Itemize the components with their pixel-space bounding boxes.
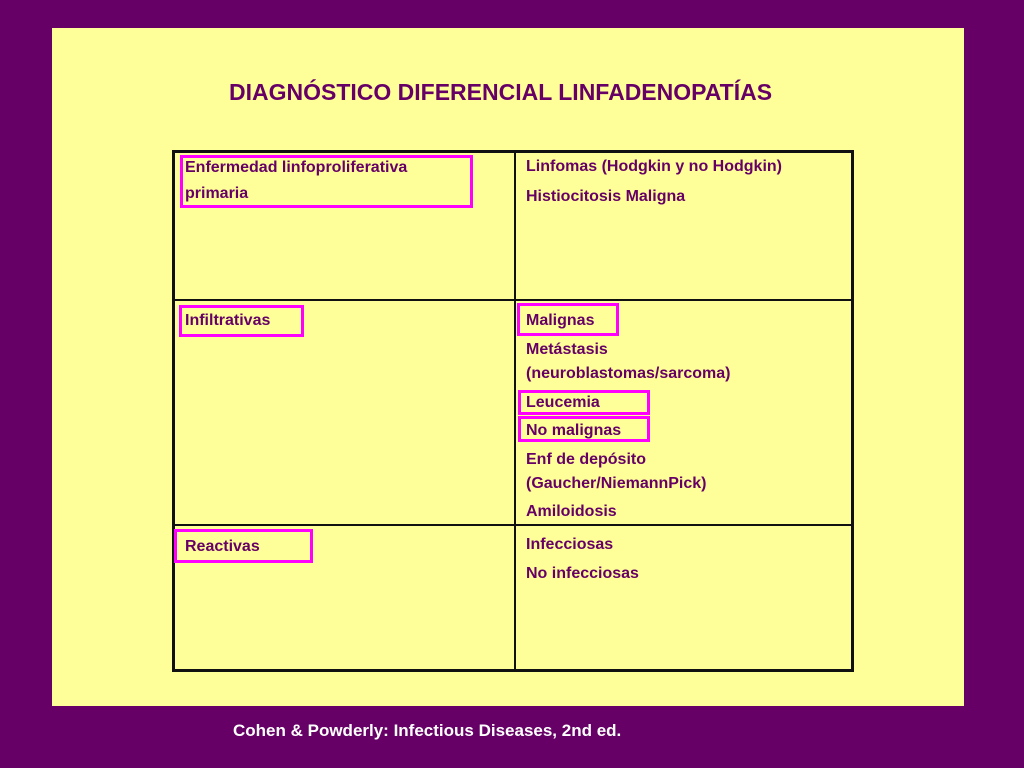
- detail-gaucher-niemann-pick: (Gaucher/NiemannPick): [526, 475, 707, 492]
- highlight-non-malignant: [518, 416, 650, 442]
- detail-lymphomas: Linfomas (Hodgkin y no Hodgkin): [526, 158, 782, 175]
- category-lymphoproliferative-line-2: primaria: [185, 185, 249, 202]
- detail-neuroblastoma-sarcoma: (neuroblastomas/sarcoma): [526, 365, 731, 382]
- table-column-divider: [514, 150, 516, 672]
- category-reactive: Reactivas: [185, 538, 260, 555]
- detail-amyloidosis: Amiloidosis: [526, 503, 617, 520]
- detail-non-malignant: No malignas: [526, 422, 622, 439]
- detail-infectious: Infecciosas: [526, 536, 614, 553]
- detail-storage-disease: Enf de depósito: [526, 451, 646, 468]
- table-row-divider-2: [172, 524, 854, 526]
- category-lymphoproliferative-line-1: Enfermedad linfoproliferativa: [185, 159, 408, 176]
- highlight-malignant: [517, 303, 619, 336]
- diagnosis-table: [172, 150, 854, 672]
- citation-footer: Cohen & Powderly: Infectious Diseases, 2nd ed.: [233, 721, 622, 740]
- detail-metastasis: Metástasis: [526, 341, 608, 358]
- table-row-divider-1: [172, 299, 854, 301]
- detail-malignant: Malignas: [526, 312, 595, 329]
- slide-title: DIAGNÓSTICO DIFERENCIAL LINFADENOPATÍAS: [229, 79, 773, 105]
- category-infiltrative: Infiltrativas: [185, 312, 271, 329]
- highlight-infiltrative: [179, 305, 304, 337]
- highlight-reactive: [174, 529, 313, 563]
- detail-non-infectious: No infecciosas: [526, 565, 639, 582]
- highlight-leukemia: [518, 390, 650, 415]
- detail-malignant-histiocytosis: Histiocitosis Maligna: [526, 188, 686, 205]
- detail-leukemia: Leucemia: [526, 394, 600, 411]
- highlight-lymphoproliferative: [180, 155, 473, 208]
